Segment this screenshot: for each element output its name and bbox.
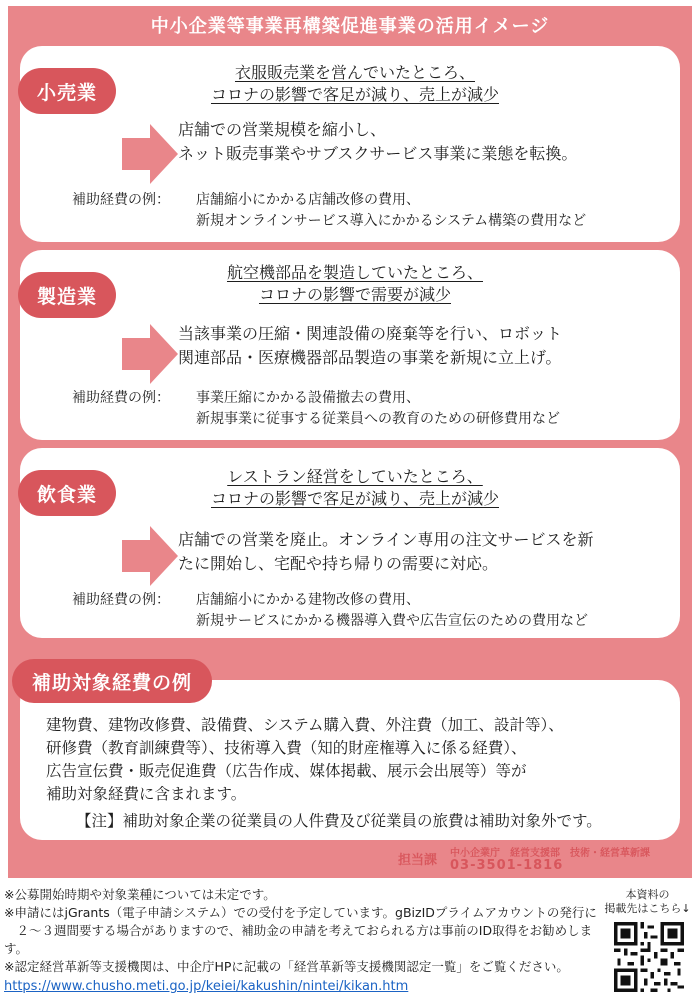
example-label: 補助経費の例：	[72, 592, 170, 608]
footnotes: ※公募開始時期や対象業種については未定です。 ※申請にはjGrants（電子申請システム）での受付を予定しています。gBizIDプライムアカウントの発行に ２～３週間要する場合がありますので、補助金の申請を考えておられる方は事前のID取得をお勧めします。 ※認定経営革新等支援機関は、中企庁HPに記載の「経営革新等支援機関認定一覧」をご覧ください。	[4, 887, 597, 974]
contact-phone: 03-3501-1816	[450, 858, 564, 873]
qr-caption: 本資料の 掲載先はこちら↓	[604, 888, 691, 915]
case-situation: 航空機部品を製造していたところ、 コロナの影響で需要が減少	[226, 263, 483, 304]
expenses-note: 【注】補助対象企業の従業員の人件費及び従業員の旅費は補助対象外です。	[76, 812, 602, 830]
expenses-heading: 補助対象経費の例	[12, 659, 212, 703]
example-label: 補助経費の例：	[72, 390, 170, 406]
case-situation: レストラン経営をしていたところ、 コロナの影響で客足が減り、売上が減少	[210, 467, 499, 508]
arrow-right-icon	[122, 324, 178, 384]
example-text: 店舗縮小にかかる建物改修の費用、 新規サービスにかかる機器導入費や広告宣伝のための費用など	[196, 592, 588, 629]
contact-label: 担当課	[398, 852, 438, 868]
case-action: 店舗での営業を廃止。オンライン専用の注文サービスを新 たに開始し、宅配や持ち帰りの需要に対応。	[178, 530, 594, 573]
case-card-retail	[20, 46, 680, 242]
case-card-manufacturing	[20, 250, 680, 440]
case-action: 当該事業の圧縮・関連設備の廃棄等を行い、ロボット 関連部品・医療機器部品製造の事業を新規に立上げ。	[178, 324, 563, 367]
case-action: 店舗での営業規模を縮小し、 ネット販売事業やサブスクサービス事業に業態を転換。	[178, 120, 578, 163]
contact-box	[398, 842, 678, 874]
qr-code-icon[interactable]	[614, 922, 684, 992]
main-panel	[8, 6, 692, 878]
example-text: 店舗縮小にかかる店舗改修の費用、 新規オンラインサービス導入にかかるシステム構築の費用など	[196, 192, 587, 229]
contact-org: 中小企業庁 経営支援部 技術・経営革新課	[450, 848, 650, 859]
example-label: 補助経費の例：	[72, 192, 170, 208]
expenses-list: 建物費、建物改修費、設備費、システム購入費、外注費（加工、設計等）、 研修費（教育訓練費等）、技術導入費（知的財産権導入に係る経費）、 広告宣伝費・販売促進費（広告作成、媒体掲載、展示会出展等）等が 補助対象経費に含まれます。	[46, 716, 564, 803]
case-situation: 衣服販売業を営んでいたところ、 コロナの影響で客足が減り、売上が減少	[210, 63, 499, 104]
industry-tag: 小売業	[18, 68, 116, 114]
example-text: 事業圧縮にかかる設備撤去の費用、 新規事業に従事する従業員への教育のための研修費用など	[196, 390, 560, 427]
case-card-restaurant	[20, 448, 680, 638]
arrow-right-icon	[122, 526, 178, 586]
page-title: 中小企業等事業再構築促進事業の活用イメージ	[150, 16, 550, 37]
arrow-right-icon	[122, 124, 178, 184]
industry-tag: 飲食業	[18, 470, 116, 516]
industry-tag: 製造業	[18, 272, 116, 318]
support-agency-link[interactable]: https://www.chusho.meti.go.jp/keiei/kakushin/nintei/kikan.htm	[4, 979, 409, 994]
